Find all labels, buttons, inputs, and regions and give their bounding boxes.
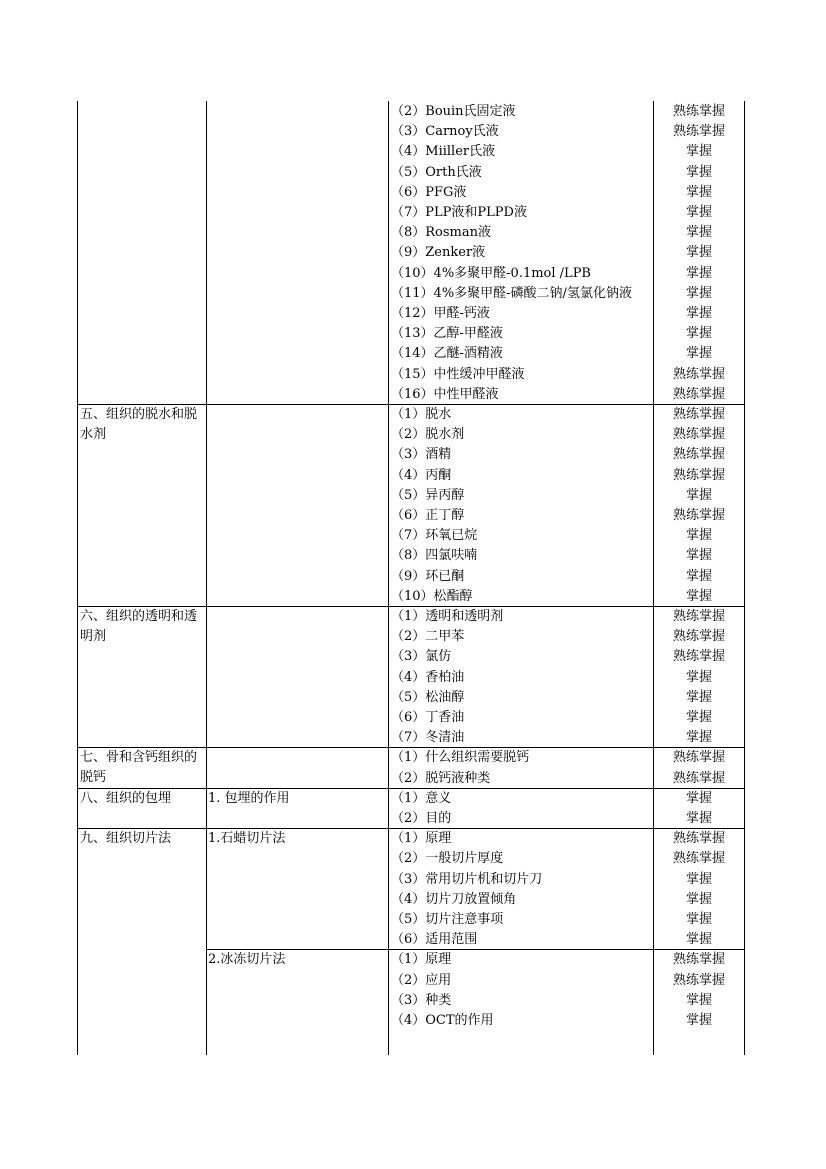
item-text: （8）Rosman液 [391, 225, 492, 241]
item-text: （4）切片刀放置倾角 [391, 891, 517, 907]
mastery-level: 掌握 [685, 932, 712, 948]
item-text: （3）常用切片机和切片刀 [391, 871, 543, 887]
item-text: （1）透明和透明剂 [391, 609, 504, 624]
item-text: （2）Bouin氏固定液 [391, 104, 516, 119]
item-text: （5）松油醇 [391, 689, 465, 705]
item-text: （4）OCT的作用 [391, 1013, 494, 1028]
mastery-level: 掌握 [685, 548, 712, 564]
mastery-level: 熟练掌握 [672, 104, 725, 119]
item-text: （1）脱水 [391, 407, 452, 422]
mastery-level: 掌握 [685, 285, 712, 301]
item-text: （1）原理 [391, 831, 452, 847]
mastery-level: 掌握 [685, 588, 712, 604]
item-text: （6）正丁醇 [391, 508, 465, 523]
mastery-level: 掌握 [685, 1013, 712, 1028]
mastery-level: 熟练掌握 [672, 407, 725, 422]
item-text: （5）异丙醇 [391, 487, 465, 503]
mastery-level: 熟练掌握 [672, 952, 725, 968]
item-text: （4）丙酮 [391, 467, 452, 483]
mastery-level: 熟练掌握 [672, 831, 725, 847]
mastery-level: 掌握 [685, 225, 712, 241]
mastery-level: 熟练掌握 [672, 851, 725, 867]
item-text: （10）松酯醇 [391, 588, 473, 604]
syllabus-table [77, 101, 745, 1055]
mastery-level: 掌握 [685, 710, 712, 725]
mastery-level: 熟练掌握 [672, 447, 725, 463]
item-text: （16）中性甲醛液 [391, 386, 499, 402]
mastery-level: 熟练掌握 [672, 972, 725, 988]
mastery-level: 掌握 [685, 164, 712, 180]
mastery-level: 掌握 [685, 265, 712, 281]
item-text: （2）应用 [391, 972, 452, 988]
item-text: （2）脱水剂 [391, 427, 465, 443]
mastery-level: 掌握 [685, 912, 712, 927]
mastery-level: 掌握 [685, 790, 712, 806]
item-text: （10）4%多聚甲醛-0.1mol /LPB [391, 265, 591, 281]
item-text: （2）脱钙液种类 [391, 770, 491, 786]
item-text: （1）什么组织需要脱钙 [391, 750, 530, 766]
mastery-level: 熟练掌握 [672, 427, 725, 443]
mastery-level: 掌握 [685, 487, 712, 503]
item-text: （7）环氧已烷 [391, 528, 478, 544]
unit-cell: 2.冰冻切片法 [208, 952, 286, 968]
item-text: （9）环已酮 [391, 568, 465, 584]
item-text: （11）4%多聚甲醛-磷酸二钠/氢氯化钠液 [391, 285, 632, 301]
item-text: （5）Orth氏液 [391, 164, 482, 180]
mastery-level: 掌握 [685, 306, 712, 321]
mastery-level: 掌握 [685, 669, 712, 685]
topic-cell: 九、组织切片法 [80, 831, 172, 847]
topic-cell: 七、骨和含钙组织的脱钙 [80, 750, 198, 786]
column-rule [206, 101, 207, 1055]
topic-cell: 五、组织的脱水和脱水剂 [80, 407, 198, 442]
item-text: （2）目的 [391, 811, 452, 826]
item-text: （13）乙醇-甲醛液 [391, 326, 503, 342]
item-text: （8）四氯呋喃 [391, 548, 478, 564]
item-text: （2）二甲苯 [391, 629, 465, 645]
item-text: （15）中性缓冲甲醛液 [391, 366, 525, 382]
mastery-level: 熟练掌握 [672, 649, 725, 665]
item-text: （6）丁香油 [391, 710, 465, 725]
mastery-level: 掌握 [685, 871, 712, 887]
mastery-level: 掌握 [685, 891, 712, 907]
mastery-level: 熟练掌握 [672, 629, 725, 645]
mastery-level: 熟练掌握 [672, 386, 725, 402]
mastery-level: 熟练掌握 [672, 508, 725, 523]
mastery-level: 熟练掌握 [672, 609, 725, 624]
column-rule [388, 101, 389, 1055]
item-text: （3）氯仿 [391, 649, 452, 665]
item-text: （6）PFG液 [391, 184, 467, 200]
mastery-level: 掌握 [685, 346, 712, 362]
item-text: （5）切片注意事项 [391, 912, 504, 927]
item-text: （4）香柏油 [391, 669, 465, 685]
item-text: （3）酒精 [391, 447, 452, 463]
topic-cell: 六、组织的透明和透明剂 [80, 609, 198, 644]
mastery-level: 掌握 [685, 811, 712, 826]
mastery-level: 掌握 [685, 568, 712, 584]
mastery-level: 掌握 [685, 205, 712, 220]
mastery-level: 掌握 [685, 689, 712, 705]
unit-cell: 1. 包埋的作用 [208, 790, 290, 806]
mastery-level: 掌握 [685, 528, 712, 544]
item-text: （9）Zenker液 [391, 245, 486, 261]
item-text: （1）意义 [391, 790, 452, 806]
topic-cell: 八、组织的包埋 [80, 790, 172, 806]
item-text: （7）PLP液和PLPD液 [391, 205, 527, 220]
mastery-level: 熟练掌握 [672, 467, 725, 483]
mastery-level: 掌握 [685, 245, 712, 261]
column-rule [77, 101, 78, 1055]
unit-cell: 1.石蜡切片法 [208, 831, 286, 847]
mastery-level: 熟练掌握 [672, 750, 725, 766]
mastery-level: 掌握 [685, 326, 712, 342]
item-text: （7）冬清油 [391, 730, 465, 746]
mastery-level: 掌握 [685, 730, 712, 746]
item-text: （3）Carnoy氏液 [391, 124, 499, 140]
item-text: （6）适用范围 [391, 932, 478, 948]
mastery-level: 熟练掌握 [672, 770, 725, 786]
item-text: （4）Miiller氏液 [391, 144, 496, 160]
mastery-level: 掌握 [685, 992, 712, 1008]
item-text: （14）乙醚-酒精液 [391, 346, 503, 362]
mastery-level: 熟练掌握 [672, 366, 725, 382]
mastery-level: 掌握 [685, 144, 712, 160]
item-text: （2）一般切片厚度 [391, 851, 504, 867]
mastery-level: 熟练掌握 [672, 124, 725, 140]
item-text: （3）种类 [391, 992, 452, 1008]
item-text: （1）原理 [391, 952, 452, 968]
mastery-level: 掌握 [685, 184, 712, 200]
item-text: （12）甲醛-钙液 [391, 306, 490, 321]
